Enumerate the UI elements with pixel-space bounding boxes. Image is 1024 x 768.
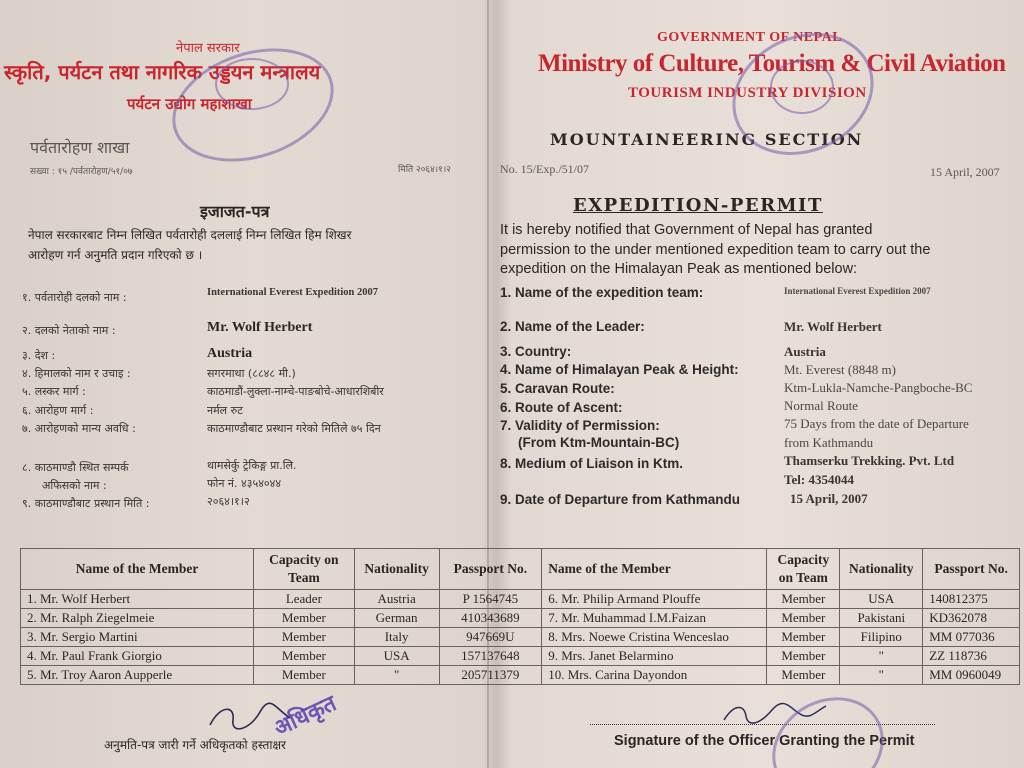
np-field-label-8: ८. काठमाण्डौ स्थित सम्पर्क	[22, 461, 129, 474]
en-intro-1: It is hereby notified that Government of Nepal has granted	[500, 222, 873, 238]
np-field-label-1: १. पर्वतारोही दलको नाम :	[22, 291, 127, 304]
member-nationality: "	[840, 666, 923, 685]
member-passport: 157137648	[439, 647, 542, 666]
np-field-value-8: थामसेर्कु ट्रेकिङ्ग प्रा.लि.	[207, 459, 297, 472]
table-header-row	[21, 549, 1020, 590]
np-section: पर्वतारोहण शाखा	[30, 138, 130, 157]
member-name: 9. Mrs. Janet Belarmino	[542, 647, 767, 666]
header-capacity-1: Capacity on Team	[254, 549, 355, 590]
np-intro-2: आरोहण गर्न अनुमति प्रदान गरिएको छ ।	[28, 248, 203, 262]
table-row	[21, 590, 1020, 609]
np-field-label-6: ६. आरोहण मार्ग :	[22, 404, 94, 417]
table-row	[21, 666, 1020, 685]
en-field-value-9: 15 April, 2007	[790, 491, 868, 506]
member-name: 4. Mr. Paul Frank Giorgio	[21, 647, 254, 666]
member-nationality: Pakistani	[840, 609, 923, 628]
member-passport: MM 077036	[923, 628, 1020, 647]
en-field-label-6: 6. Route of Ascent:	[500, 400, 623, 415]
np-field-value-9: फोन नं. ४३५४०४४	[207, 477, 282, 490]
np-field-label-5: ५. लस्कर मार्ग :	[22, 385, 86, 398]
member-capacity: Leader	[254, 590, 355, 609]
member-name: 7. Mr. Muhammad I.M.Faizan	[542, 609, 767, 628]
header-member-name-2: Name of the Member	[542, 549, 767, 590]
member-nationality: "	[354, 666, 439, 685]
en-ref: No. 15/Exp./51/07	[500, 162, 589, 176]
member-passport: ZZ 118736	[923, 647, 1020, 666]
np-field-value-1: International Everest Expedition 2007	[207, 287, 379, 298]
en-division: TOURISM INDUSTRY DIVISION	[628, 85, 867, 101]
np-field-label-3: ३. देश :	[22, 349, 56, 362]
table-row	[21, 647, 1020, 666]
member-passport: 410343689	[439, 609, 542, 628]
member-nationality: Filipino	[840, 628, 923, 647]
en-field-value-3: Austria	[784, 344, 826, 359]
np-ref: सख्या : १५ /पर्वतारोहण/५१/०७	[30, 167, 133, 177]
en-intro-3: expedition on the Himalayan Peak as mentioned below:	[500, 261, 858, 277]
en-field-label-4: 4. Name of Himalayan Peak & Height:	[500, 362, 739, 377]
member-nationality: USA	[840, 590, 923, 609]
en-field-value-2: Mr. Wolf Herbert	[784, 319, 882, 334]
en-field-label-1: 1. Name of the expedition team:	[500, 285, 704, 300]
en-signature-label: Signature of the Officer Granting the Permit	[614, 733, 915, 749]
np-field-value-4: सगरमाथा (८८४८ मी.)	[207, 367, 296, 380]
member-nationality: "	[840, 647, 923, 666]
member-passport: 205711379	[439, 666, 542, 685]
en-title: EXPEDITION-PERMIT	[573, 195, 823, 216]
header-passport-2: Passport No.	[923, 549, 1020, 590]
en-field-value-1: International Everest Expedition 2007	[784, 286, 931, 296]
en-ministry: Ministry of Culture, Tourism & Civil Aviation	[538, 50, 1006, 77]
member-nationality: Austria	[354, 590, 439, 609]
header-member-name-1: Name of the Member	[21, 549, 254, 590]
en-field-value-8: Thamserku Trekking. Pvt. Ltd	[784, 453, 955, 468]
member-capacity: Member	[767, 590, 840, 609]
table-row	[21, 628, 1020, 647]
np-field-value-2: Mr. Wolf Herbert	[207, 320, 313, 335]
member-name: 2. Mr. Ralph Ziegelmeie	[21, 609, 254, 628]
member-passport: 140812375	[923, 590, 1020, 609]
table-row	[21, 609, 1020, 628]
header-passport-1: Passport No.	[439, 549, 542, 590]
en-field-value-5: Ktm-Lukla-Namche-Pangboche-BC	[784, 380, 973, 395]
np-officer-stamp: अधिकृत	[270, 691, 341, 742]
member-passport: 947669U	[439, 628, 542, 647]
member-nationality: German	[354, 609, 439, 628]
signature-line	[590, 724, 935, 725]
member-name: 8. Mrs. Noewe Cristina Wenceslao	[542, 628, 767, 647]
en-section: MOUNTAINEERING SECTION	[550, 130, 864, 149]
en-intro-2: permission to the under mentioned expedition team to carry out the	[500, 242, 931, 258]
np-field-value-10: २०६४।१।२	[207, 495, 250, 508]
members-table	[20, 548, 1020, 685]
np-field-label-9: अफिसको नाम :	[42, 479, 107, 492]
en-field-value-8b: Tel: 4354044	[784, 472, 854, 487]
np-ministry: स्कृति, पर्यटन तथा नागरिक उड्डयन मन्त्रालय	[4, 60, 321, 84]
en-field-value-7: 75 Days from the date of Departure	[784, 416, 969, 431]
member-capacity: Member	[767, 609, 840, 628]
en-date: 15 April, 2007	[930, 165, 1000, 179]
member-nationality: USA	[354, 647, 439, 666]
member-capacity: Member	[767, 666, 840, 685]
member-capacity: Member	[254, 609, 355, 628]
member-passport: P 1564745	[439, 590, 542, 609]
member-capacity: Member	[254, 666, 355, 685]
np-field-label-7: ७. आरोहणको मान्य अवधि :	[22, 422, 136, 435]
en-field-label-7b: (From Ktm-Mountain-BC)	[518, 435, 680, 450]
en-field-label-5: 5. Caravan Route:	[500, 381, 615, 396]
en-field-value-7b: from Kathmandu	[784, 435, 874, 450]
en-gov: GOVERNMENT OF NEPAL	[657, 30, 843, 45]
en-field-label-7: 7. Validity of Permission:	[500, 418, 660, 433]
np-field-value-5: काठमाडौं-लुक्ला-नाम्चे-पाङबोचे-आधारशिबीर	[207, 385, 384, 398]
member-capacity: Member	[254, 647, 355, 666]
en-field-label-8: 8. Medium of Liaison in Ktm.	[500, 456, 684, 471]
np-field-value-7: काठमाण्डौबाट प्रस्थान गरेको मितिले ७५ दिन	[207, 422, 381, 435]
member-passport: KD362078	[923, 609, 1020, 628]
member-capacity: Member	[767, 628, 840, 647]
np-gov: नेपाल सरकार	[176, 41, 240, 56]
np-division: पर्यटन उद्योग महाशाखा	[127, 95, 252, 113]
en-stamp-inner-icon	[770, 60, 834, 114]
member-name: 6. Mr. Philip Armand Plouffe	[542, 590, 767, 609]
np-date: मिति २०६४।१।२	[398, 165, 451, 175]
np-signature-label: अनुमति-पत्र जारी गर्ने अधिकृतको हस्ताक्षर	[104, 738, 286, 752]
np-title: इजाजत-पत्र	[200, 202, 270, 221]
member-name: 3. Mr. Sergio Martini	[21, 628, 254, 647]
member-name: 1. Mr. Wolf Herbert	[21, 590, 254, 609]
header-capacity-2: Capacity on Team	[767, 549, 840, 590]
np-field-label-10: ९. काठमाण्डौबाट प्रस्थान मिति :	[22, 497, 150, 510]
header-nationality-1: Nationality	[354, 549, 439, 590]
np-field-label-2: २. दलको नेताको नाम :	[22, 324, 116, 337]
en-field-label-3: 3. Country:	[500, 344, 572, 359]
np-field-value-6: नर्मल रुट	[207, 404, 243, 417]
member-name: 10. Mrs. Carina Dayondon	[542, 666, 767, 685]
np-field-label-4: ४. हिमालको नाम र उचाइ :	[22, 367, 131, 380]
member-capacity: Member	[254, 628, 355, 647]
member-passport: MM 0960049	[923, 666, 1020, 685]
en-field-label-9: 9. Date of Departure from Kathmandu	[500, 492, 741, 507]
en-field-value-6: Normal Route	[784, 398, 859, 413]
member-capacity: Member	[767, 647, 840, 666]
member-nationality: Italy	[354, 628, 439, 647]
header-nationality-2: Nationality	[840, 549, 923, 590]
np-stamp-inner-icon	[215, 58, 289, 110]
np-field-value-3: Austria	[207, 346, 253, 361]
en-field-value-4: Mt. Everest (8848 m)	[784, 362, 896, 377]
np-intro-1: नेपाल सरकारबाट निम्न लिखित पर्वतारोही दललाई निम्न लिखित हिम शिखर	[28, 228, 352, 242]
member-name: 5. Mr. Troy Aaron Aupperle	[21, 666, 254, 685]
en-field-label-2: 2. Name of the Leader:	[500, 319, 645, 334]
